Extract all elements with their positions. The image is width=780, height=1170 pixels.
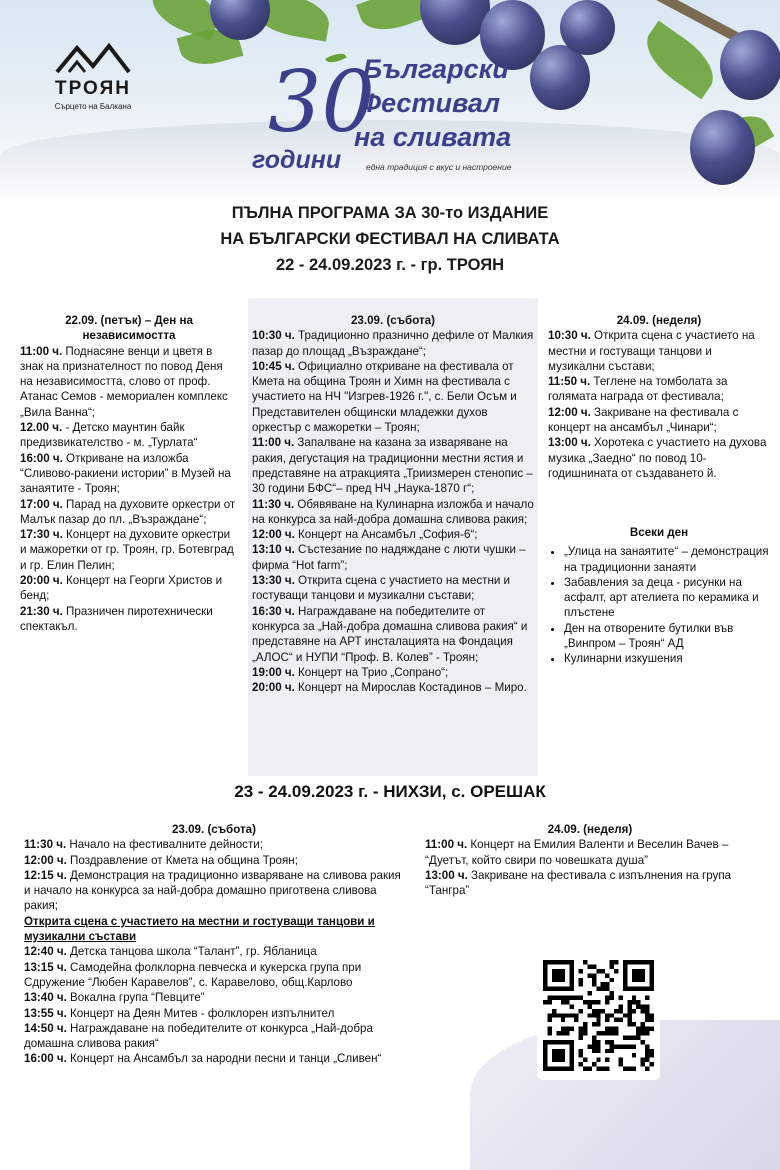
event-time: 16:00 ч. — [24, 1052, 67, 1066]
friday-event — [20, 420, 238, 451]
event-text: Концерт на Георги Христов и бенд; — [20, 574, 223, 603]
saturday-event — [252, 665, 534, 680]
event-time: 13:00 ч. — [548, 436, 591, 450]
friday-head-line-2: независимостта — [82, 329, 176, 343]
event-time: 17:00 ч. — [20, 497, 63, 511]
event-text: Начало на фестивалните дейности; — [66, 838, 263, 852]
page-title-line-2: НА БЪЛГАРСКИ ФЕСТИВАЛ НА СЛИВАТА — [220, 230, 560, 248]
oreshak-saturday-column — [24, 822, 404, 1067]
event-text: Награждаване на победителите от конкурса за „Най-добра домашна сливова ракия“ и представяне на АРТ инсталацията на Фондация „АЛОС“ и НУПИ “Проф. В. Колев” - Троян; — [252, 604, 528, 664]
event-time: 13:15 ч. — [24, 960, 67, 974]
event-text: Поднасяне венци и цветя в знак на признателност по повод Деня на независимостта, слово от проф. Атанас Семов - мемориален комплекс „Вила Ванна“; — [20, 344, 228, 419]
saturday-column — [252, 313, 534, 695]
event-time: 16:00 ч. — [20, 451, 63, 465]
mountain-logo-icon — [55, 40, 131, 74]
every-day-column — [548, 525, 770, 667]
event-text: Концерт на духовите оркестри и мажоретки от гр. Троян, гр. Ботевград и гр. Елин Пелин; — [20, 528, 234, 572]
event-time: 20:00 ч. — [20, 574, 63, 588]
qr-code-icon[interactable] — [543, 960, 654, 1071]
saturday-event — [252, 680, 534, 695]
event-text: Закриване на фестивала с концерт на ансамбъл „Чинари“; — [548, 405, 739, 435]
event-time: 16:30 ч. — [252, 604, 295, 618]
event-time: 13:10 ч. — [252, 543, 295, 557]
oreshak-event — [24, 1006, 404, 1021]
oreshak-event — [24, 990, 404, 1005]
event-text: Закриване на фестивала с изпълнения на група “Тангра” — [425, 868, 732, 898]
event-time: 11:00 ч. — [425, 838, 468, 852]
festival-logo — [248, 50, 538, 190]
event-time: 10:30 ч. — [252, 329, 295, 343]
saturday-event — [252, 359, 534, 435]
event-text: Открита сцена с участието на местни и гостуващи танцови и музикални състави; — [548, 329, 755, 373]
sunday-event — [548, 405, 770, 436]
event-time: 11:00 ч. — [20, 344, 63, 358]
event-text: Официално откриване на фестивала от Кмета на община Троян и Химн на фестивала с участието на НЧ "Изгрев-1926 г.", с. Бели Осъм и Представителен общински младежки духов оркестър с мажоретки – Троян; — [252, 359, 517, 435]
oreshak-event — [24, 960, 404, 991]
event-time: 20:00 ч. — [252, 681, 295, 695]
page-title-line-3: 22 - 24.09.2023 г. - гр. ТРОЯН — [275, 256, 505, 274]
oreshak-saturday-head: 23.09. (събота) — [171, 823, 256, 836]
plum — [560, 0, 615, 55]
oreshak-event — [425, 837, 755, 868]
event-time: 10:45 ч. — [252, 359, 295, 373]
event-text: Концерт на Трио „Сопрано“; — [294, 665, 449, 679]
list-item: • Забавления за деца - рисунки на асфалт, арт ателиета по керамика и плъстене — [564, 575, 770, 621]
event-time: 13:00 ч. — [425, 868, 468, 882]
event-time: 13:30 ч. — [252, 574, 295, 588]
fest-line-2: Фестивал — [360, 88, 501, 118]
oreshak-sunday-column — [425, 822, 755, 898]
friday-event — [20, 344, 238, 420]
page-title-line-1: ПЪЛНА ПРОГРАМА ЗА 30-то ИЗДАНИЕ — [231, 204, 549, 222]
event-time: 10:30 ч. — [548, 329, 591, 343]
fest-years: години — [252, 146, 342, 174]
event-time: 17:30 ч. — [20, 528, 63, 542]
saturday-event — [252, 573, 534, 604]
saturday-event — [252, 328, 534, 359]
event-text: Детска танцова школа “Талант”, гр. Ябланица — [66, 945, 317, 959]
saturday-event — [252, 435, 534, 496]
list-item: • Ден на отворените бутилки във „Винпром – Троян“ АД — [564, 621, 770, 652]
event-text: Награждаване на победителите от конкурса „Най-добра домашна сливова ракия“ — [24, 1021, 373, 1051]
friday-event — [20, 527, 238, 573]
event-text: Обявяване на Кулинарна изложба и начало на конкурса за най-добра домашна сливова ракия; — [252, 497, 534, 526]
oreshak-event — [24, 853, 404, 868]
friday-event — [20, 573, 238, 604]
event-time: 14:50 ч. — [24, 1021, 67, 1035]
saturday-event — [252, 542, 534, 573]
event-time: 13:40 ч. — [24, 991, 67, 1005]
sunday-event — [548, 374, 770, 405]
friday-event — [20, 604, 238, 635]
oreshak-event — [24, 1021, 404, 1052]
section-2-title: 23 - 24.09.2023 г. - НИХЗИ, с. ОРЕШАК — [234, 782, 546, 801]
list-item: • „Улица на занаятите“ – демонстрация на традиционни занаяти — [564, 544, 770, 575]
event-text: Парад на духовите оркестри от Малък пазар до пл. „Възраждане“; — [20, 497, 236, 526]
friday-column — [20, 313, 238, 634]
sunday-event — [548, 328, 770, 374]
event-text: Концерт на Деян Митев - фолклорен изпълнител — [66, 1006, 335, 1020]
leaf — [636, 21, 724, 100]
event-time: 11:30 ч. — [252, 497, 295, 511]
event-text: Хоротека с участието на духова музика „Заедно“ по повод 10-годишнината от създаването й. — [548, 436, 767, 480]
event-time: 11:50 ч. — [548, 375, 591, 389]
event-text: Концерт на Мирослав Костадинов – Миро. — [294, 681, 527, 695]
oreshak-event — [24, 944, 404, 959]
event-text: Концерт на Ансамбъл за народни песни и танци „Сливен“ — [66, 1052, 382, 1066]
oreshak-event — [425, 868, 755, 899]
event-time: 13:55 ч. — [24, 1006, 67, 1020]
every-day-list — [548, 544, 770, 666]
event-text: Открита сцена с участието на местни и гостуващи танцови и музикални състави; — [252, 574, 511, 603]
fest-subtitle: една традиция с вкус и настроение — [366, 162, 512, 172]
event-text: Състезание по надяждане с люти чушки – фирма “Hot farm”; — [252, 543, 526, 572]
event-text: Самодейна фолклорна певческа и кукерска група при Сдружение “Любен Каравелов”, с. Каравелово, общ.Карлово — [24, 960, 362, 989]
saturday-head: 23.09. (събота) — [350, 314, 435, 327]
friday-head-line-1: 22.09. (петък) – Ден на — [65, 314, 193, 327]
event-time: 12:00 ч. — [252, 528, 295, 542]
sunday-head: 24.09. (неделя) — [616, 314, 702, 327]
troyan-logo — [48, 40, 138, 111]
friday-event — [20, 497, 238, 528]
event-time: 12:00 ч. — [24, 853, 67, 867]
event-text: Поздравление от Кмета на община Троян; — [66, 853, 298, 867]
saturday-event — [252, 497, 534, 528]
plum — [720, 30, 780, 100]
sunday-column — [548, 313, 770, 481]
event-text: Концерт на Ансамбъл „София-6“; — [294, 528, 478, 542]
plum — [530, 45, 590, 110]
event-text: Празничен пиротехнически спектакъл. — [20, 604, 213, 633]
open-stage-heading: Открита сцена с участието на местни и гостуващи танцови и музикални състави — [24, 914, 375, 944]
logo-name: ТРОЯН — [55, 78, 131, 99]
event-time: 12:00 ч. — [548, 405, 591, 419]
event-time: 11:00 ч. — [252, 436, 295, 450]
event-time: 12:40 ч. — [24, 945, 67, 959]
list-item: • Кулинарни изкушения — [564, 651, 770, 666]
qr-card — [537, 950, 660, 1080]
event-text: Теглене на томболата за голямата награда от фестивала; — [548, 375, 728, 404]
event-text: Традиционно празнично дефиле от Малкия пазар до площад „Възраждане“; — [252, 329, 534, 358]
event-time: 12:15 ч. — [24, 868, 67, 882]
event-text: Вокална група “Певците” — [66, 991, 205, 1005]
oreshak-event — [24, 837, 404, 852]
event-time: 19:00 ч. — [252, 665, 295, 679]
oreshak-event — [24, 1051, 404, 1066]
plum — [690, 110, 755, 185]
event-text: Откриване на изложба “Сливово-ракиени истории” в Музей на занаятите - Троян; — [20, 451, 231, 496]
event-text: Демонстрация на традиционно изваряване на сливова ракия и начало на конкурса за най-добра домашно приготвена сливова ракия; — [24, 868, 401, 913]
event-time: 12.00 ч. — [20, 421, 63, 435]
saturday-event — [252, 527, 534, 542]
event-text: Запалване на казана за изваряване на ракия, дегустация на традиционни местни ястия и представяне на атракцията „Триизмерен стенопис – 30 години БФС“– пред НЧ „Наука-1870 г“; — [252, 436, 533, 496]
logo-tagline: Сърцето на Балкана — [54, 102, 132, 111]
fest-line-1: Български — [363, 54, 509, 84]
sunday-event — [548, 435, 770, 481]
saturday-event — [252, 604, 534, 665]
fest-number: 30 — [268, 53, 375, 151]
every-day-head: Всеки ден — [629, 526, 689, 539]
event-text: Концерт на Емилия Валенти и Веселин Вачев – “Дуетът, който свири по човешката душа” — [425, 838, 729, 867]
fest-line-3: на сливата — [354, 122, 512, 152]
event-time: 11:30 ч. — [24, 838, 67, 852]
event-text: - Детско маунтин байк предизвикателство - м. „Турлата“ — [20, 421, 198, 450]
event-time: 21:30 ч. — [20, 604, 63, 618]
oreshak-event — [24, 868, 404, 914]
oreshak-sunday-head: 24.09. (неделя) — [547, 823, 633, 836]
friday-event — [20, 451, 238, 497]
